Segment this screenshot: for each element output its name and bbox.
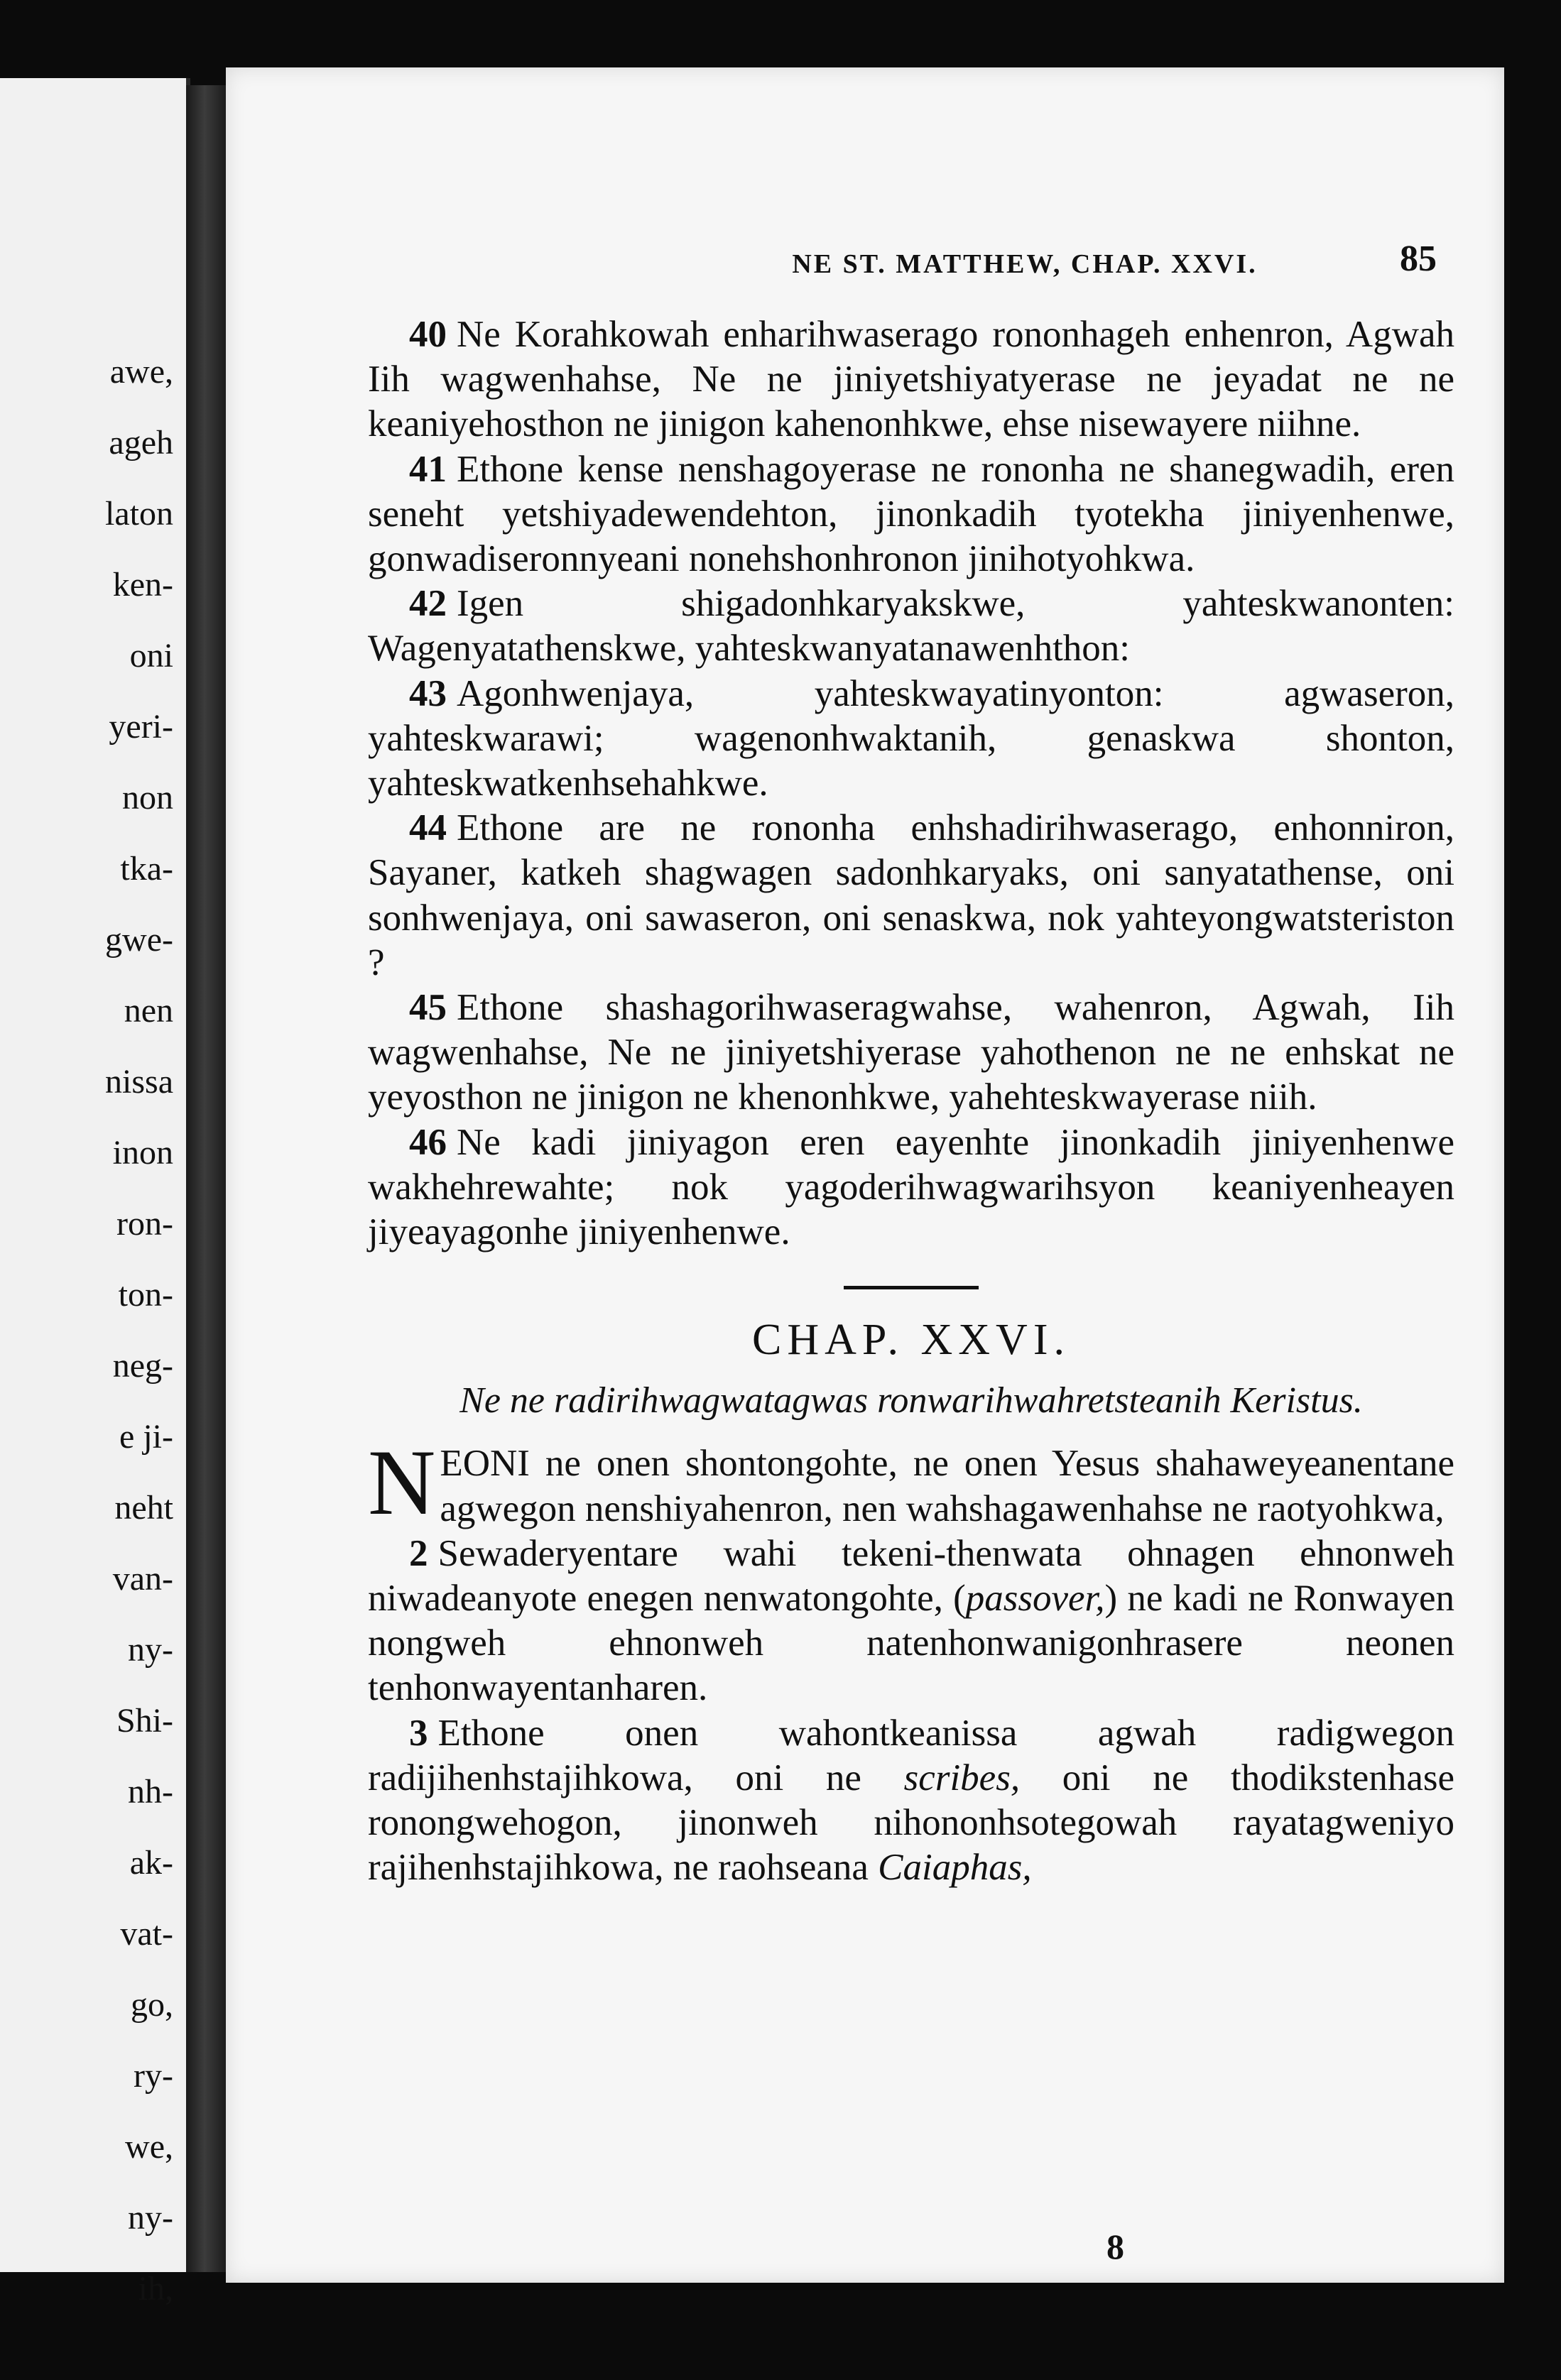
facing-page-fragment: laton <box>105 495 173 533</box>
facing-page-fragment: we, <box>125 2128 173 2166</box>
drop-cap: N <box>368 1430 436 1535</box>
verse-italic: scribes, <box>903 1757 1021 1798</box>
facing-page-fragment: ih, <box>138 2270 173 2308</box>
verse-text: Ethone kense nenshagoyerase ne rononha ne shanegwadih, eren seneht yetshiyadewendehton, jinonkadih tyotekha jiniyenhenwe, gonwadiseronnyeani nonehshonhronon jinihotyohkwa. <box>368 448 1454 580</box>
verses-chapter-25 <box>368 312 1454 1255</box>
facing-page-fragment: awe, <box>109 353 173 391</box>
facing-page-fragment: go, <box>131 1986 173 2024</box>
facing-page-fragment: inon <box>112 1134 173 1172</box>
facing-page-fragment: ak- <box>129 1844 173 1882</box>
facing-page-fragment: yeri- <box>109 708 173 746</box>
verse-45 <box>368 986 1454 1120</box>
verse-italic: Caiaphas, <box>878 1847 1032 1889</box>
verse-3 <box>368 1711 1454 1891</box>
facing-page-fragment: van- <box>112 1560 173 1598</box>
facing-page-fragment: non <box>122 779 173 817</box>
verse-text: Ethone are ne rononha enhshadirihwaserago, enhonniron, Sayaner, katkeh shagwagen sadonhkaryaks, oni sanyatathense, oni sonhwenjaya, oni sawaseron, oni senaskwa, nok yahteyongwatsteriston ? <box>368 807 1454 983</box>
facing-page-fragment: neht <box>114 1489 173 1527</box>
book-page <box>226 67 1504 2283</box>
facing-page-fragment: tka- <box>120 850 173 888</box>
facing-page-fragment: ken- <box>112 566 173 604</box>
verse-text: Sewaderyentare wahi tekeni-thenwata ohnagen ehnonweh niwadeanyote enegen nenwatongohte, ( <box>368 1532 1454 1620</box>
verse-number: 2 <box>409 1532 428 1574</box>
verse-text: ) ne kadi ne Ronwayen nongweh ehnonweh natenhonwanigonhrasere neonen tenhonwayentanharen. <box>368 1578 1454 1709</box>
facing-page-fragment: ton- <box>118 1276 173 1314</box>
page-number: 85 <box>1400 239 1437 279</box>
facing-page-fragment: gwe- <box>105 921 173 959</box>
chapter-summary: Ne ne radirihwagwatagwas ronwarihwahretsteanih Keristus. <box>459 1380 1363 1421</box>
verse-text: oni ne thodikstenhase ronongwehogon, jinonweh nihononhsotegowah rayatagweniyo rajihenhstajihkowa, ne raohseana <box>368 1757 1454 1889</box>
verse-1-text: EONI ne onen shontongohte, ne onen Yesus shahaweyeanentane agwegon nenshiyahenron, nen wahshagawenhahse ne raotyohkwa, <box>440 1443 1454 1529</box>
facing-page-fragment: ron- <box>116 1205 173 1243</box>
chapter-heading: CHAP. XXVI. <box>752 1316 1070 1365</box>
verse-number: 44 <box>409 807 447 849</box>
verse-text: Agonhwenjaya, yahteskwayatinyonton: agwaseron, yahteskwarawi; wagenonhwaktanih, genaskwa shonton, yahteskwatkenhsehahkwe. <box>368 672 1454 804</box>
verse-1 <box>368 1430 1454 1535</box>
verse-number: 43 <box>409 672 447 714</box>
facing-page-fragment: ageh <box>109 424 173 462</box>
verse-42 <box>368 582 1454 671</box>
facing-page-fragment: ny- <box>128 1631 173 1669</box>
verse-text: Ne kadi jiniyagon eren eayenhte jinonkadih jiniyenhenwe wakhehrewahte; nok yagoderihwagwarihsyon keaniyenheayen jiyeayagonhe jiniyenhenwe. <box>368 1121 1454 1253</box>
verse-number: 45 <box>409 987 447 1029</box>
facing-page-edge <box>0 78 190 2308</box>
book-gutter <box>186 85 227 2272</box>
section-rule <box>844 1286 979 1289</box>
verse-text: Ethone shashagorihwaseragwahse, wahenron, Agwah, Iih wagwenhahse, Ne ne jiniyetshiyerase yahothenon ne ne enhskat ne yeyosthon ne jinigon ne khenonhkwe, yahehteskwayerase niih. <box>368 987 1454 1118</box>
facing-page-fragment: neg- <box>112 1347 173 1385</box>
verse-44 <box>368 806 1454 986</box>
verse-number: 3 <box>409 1712 428 1754</box>
signature-mark: 8 <box>1106 2227 1124 2266</box>
facing-page-fragment: nen <box>124 992 173 1030</box>
facing-page-fragment: oni <box>129 637 173 675</box>
page-text <box>368 312 1454 1891</box>
facing-page-fragment: nh- <box>128 1773 173 1811</box>
facing-page-fragment: ry- <box>134 2057 173 2095</box>
facing-page-fragment: e ji- <box>119 1418 173 1456</box>
verse-41 <box>368 447 1454 582</box>
running-head: NE ST. MATTHEW, CHAP. XXVI. <box>792 249 1258 279</box>
verse-number: 41 <box>409 448 447 490</box>
verse-number: 42 <box>409 583 447 625</box>
facing-page-fragment: nissa <box>105 1063 173 1101</box>
verse-40 <box>368 312 1454 447</box>
verse-text: Ne Korahkowah enharihwaserago rononhageh enhenron, Agwah Iih wagwenhahse, Ne ne jiniyetshiyatyerase ne jeyadat ne ne keaniyehosthon ne jinigon kahenonhkwe, ehse nisewayere niihne. <box>368 314 1454 445</box>
verse-number: 40 <box>409 314 447 355</box>
verse-italic: passover, <box>965 1578 1105 1620</box>
facing-page-fragment: Shi- <box>116 1702 173 1740</box>
verse-43 <box>368 672 1454 807</box>
verse-number: 46 <box>409 1121 447 1163</box>
facing-page-fragment: vat- <box>120 1915 173 1953</box>
facing-page-fragment: ny- <box>128 2199 173 2237</box>
verse-2 <box>368 1532 1454 1711</box>
verse-46 <box>368 1120 1454 1255</box>
verse-text: Igen shigadonhkaryakskwe, yahteskwanonten: Wagenyatathenskwe, yahteskwanyatanawenhthon: <box>368 583 1454 670</box>
verse-text: Ethone onen wahontkeanissa agwah radigwegon radijihenhstajihkowa, oni ne <box>368 1712 1454 1798</box>
